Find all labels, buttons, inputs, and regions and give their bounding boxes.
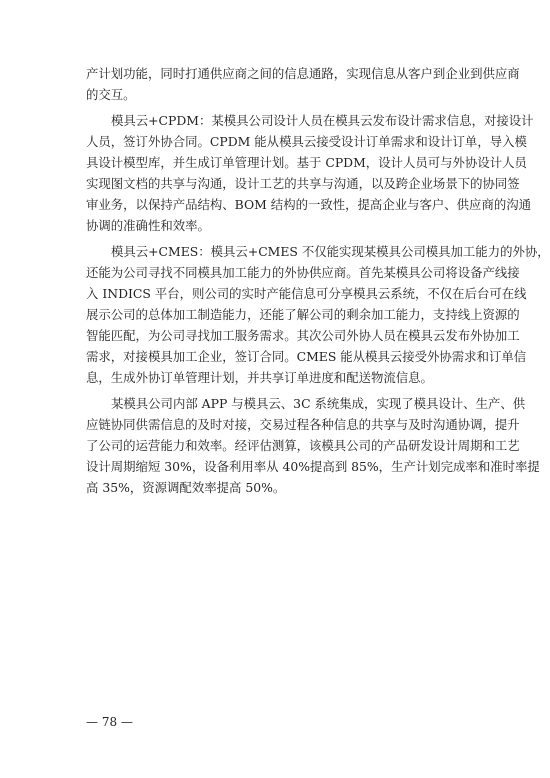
text-line: 高 35%，资源调配效率提高 50%。 [86, 480, 286, 495]
text-line: 智能匹配，为公司寻找加工服务需求。其次公司外协人员在模具云发布外协加工 [86, 328, 520, 343]
text-line: 审业务，以保持产品结构、BOM 结构的一致性，提高企业与客户、供应商的沟通 [86, 197, 532, 212]
paragraph-cpdm [86, 110, 534, 236]
text-line: 协调的准确性和效率。 [86, 218, 210, 233]
text-line: 息，生成外协订单管理计划，并共享订单进度和配送物流信息。 [86, 370, 433, 385]
text-line: 还能为公司寻找不同模具加工能力的外协供应商。首先某模具公司将设备产线接 [86, 265, 520, 280]
text-line: 某模具公司内部 APP 与模具云、3C 系统集成，实现了模具设计、生产、供 [111, 396, 526, 411]
paragraph-cmes [86, 241, 550, 388]
paragraph-app-integration [86, 393, 540, 498]
text-line: 实现图文档的共享与沟通，设计工艺的共享与沟通，以及跨企业场景下的协同签 [86, 176, 520, 191]
text-line: 人员，签订外协合同。CPDM 能从模具云接受设计订单需求和设计订单，导入模 [86, 134, 527, 149]
page-number: — 78 — [86, 715, 133, 729]
text-line: 了公司的运营能力和效率。经评估测算，该模具公司的产品研发设计周期和工艺 [86, 438, 520, 453]
text-line: 产计划功能，同时打通供应商之间的信息通路，实现信息从客户到企业到供应商 [86, 66, 520, 81]
body-text [86, 63, 550, 498]
text-line: 模具云+CMES：模具云+CMES 不仅能实现某模具公司模具加工能力的外协， [111, 244, 550, 259]
text-line: 模具云+CPDM：某模具公司设计人员在模具云发布设计需求信息，对接设计 [111, 113, 534, 128]
paragraph-1 [86, 63, 520, 105]
text-line: 应链协同供需信息的及时对接，交易过程各种信息的共享与及时沟通协调，提升 [86, 417, 520, 432]
text-line: 具设计模型库，并生成订单管理计划。基于 CPDM，设计人员可与外协设计人员 [86, 155, 527, 170]
text-line: 需求，对接模具加工企业，签订合同。CMES 能从模具云接受外协需求和订单信 [86, 349, 527, 364]
text-line: 设计周期缩短 30%，设备利用率从 40%提高到 85%，生产计划完成率和准时率提 [86, 459, 540, 474]
text-line: 入 INDICS 平台，则公司的实时产能信息可分享模具云系统，不仅在后台可在线 [86, 286, 527, 301]
text-line: 的交互。 [86, 87, 136, 102]
text-line: 展示公司的总体加工制造能力，还能了解公司的剩余加工能力，支持线上资源的 [86, 307, 520, 322]
